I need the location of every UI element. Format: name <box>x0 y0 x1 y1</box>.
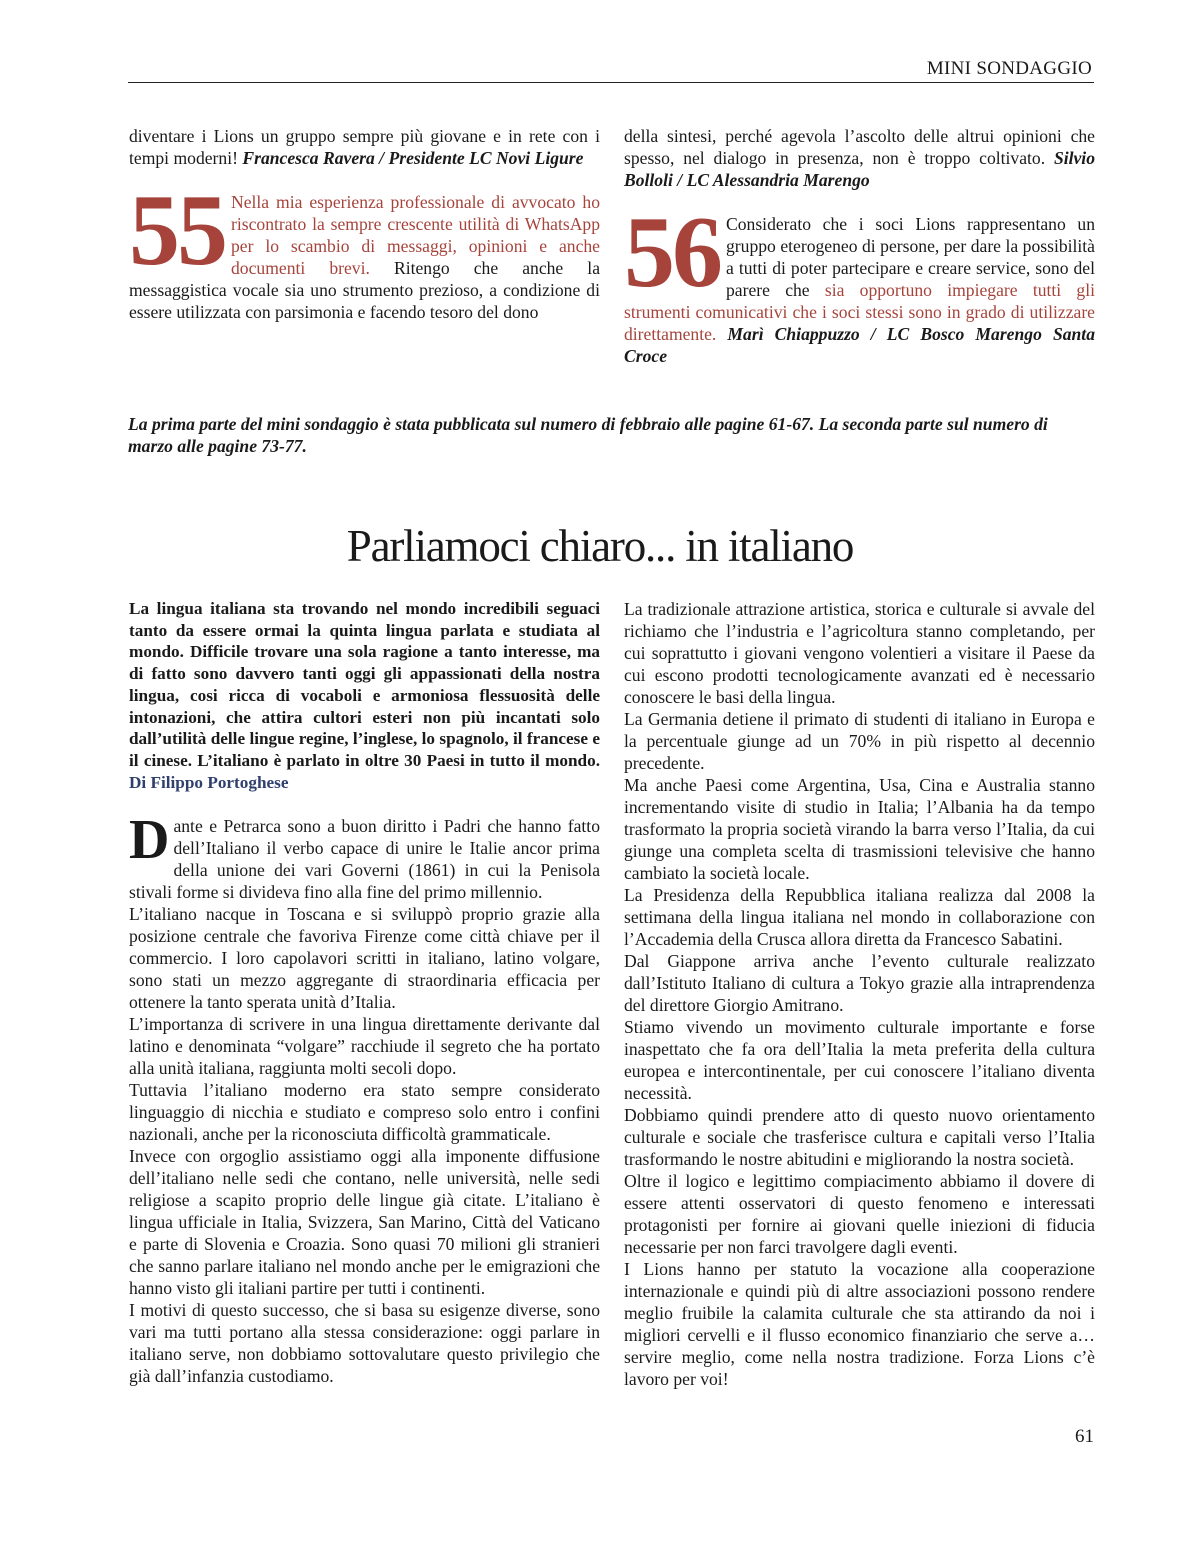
article-paragraph: Ma anche Paesi come Argentina, Usa, Cina e Australia stanno incrementando visite di studio in Italia; l’Albania ha da tempo trasformato la propria società virando la barra verso l’Italia, da cui giunge una completa scelta di trasmissioni televisive che hanno cambiato la società locale. <box>624 775 1095 883</box>
section-title: MINI SONDAGGIO <box>926 58 1092 79</box>
survey-continuation-left: diventare i Lions un gruppo sempre più giovane e in rete con i tempi moderni! Francesca Ravera / Presidente LC Novi Ligure <box>129 126 600 168</box>
article-paragraph: Tuttavia l’italiano moderno era stato sempre considerato linguaggio di nicchia e studiato e compreso solo entro i confini nazionali, anche per la riconosciuta difficoltà grammaticale. <box>129 1080 600 1145</box>
highlighted-text: Nella mia esperienza professionale di avvocato ho riscontrato la sempre crescente utilità di WhatsApp per lo scambio di messaggi, opinioni e anche documenti brevi. <box>231 192 600 278</box>
article-paragraph: I Lions hanno per statuto la vocazione alla cooperazione internazionale e quindi più di altre associazioni possono rendere meglio fruibile la calamita culturale che sta attirando da noi i migliori cervelli e il flusso economico finanziario che serve a… servire meglio, come nella nostra tradizione. Forza Lions c’è lavoro per voi! <box>624 1259 1095 1389</box>
running-header <box>128 56 1094 83</box>
survey-column-right <box>624 125 1095 367</box>
article-paragraph: La Presidenza della Repubblica italiana realizza dal 2008 la settimana della lingua italiana nel mondo in collaborazione con l’Accademia della Crusca allora diretta da Francesco Sabatini. <box>624 885 1095 949</box>
survey-continuation-right: della sintesi, perché agevola l’ascolto delle altrui opinioni che spesso, nel dialogo in presenza, non è troppo coltivato. Silvio Bolloli / LC Alessandria Marengo <box>624 126 1095 190</box>
article-paragraph: Dal Giappone arriva anche l’evento culturale realizzato dall’Istituto Italiano di cultura a Tokyo grazie alla intraprendenza del direttore Giorgio Amitrano. <box>624 951 1095 1015</box>
survey-answer-56: 56 Considerato che i soci Lions rappresentano un gruppo eterogeneo di persone, per dare la possibilità a tutti di poter partecipare e creare service, sono del parere che sia opportuno impiegare tutti gli strumenti comunicativi che i soci stessi sono in grado di utilizzare direttamente. Marì Chiappuzzo / LC Bosco Marengo Santa Croce <box>624 196 1095 366</box>
highlighted-text: sia opportuno impiegare tutti gli strumenti comunicativi che i soci stessi sono in grado di utilizzare direttamente. <box>624 280 1095 344</box>
article-paragraph: I motivi di questo successo, che si basa su esigenze diverse, sono vari ma tutti portano alla stessa considerazione: oggi parlare in italiano serve, non dobbiamo sottovalutare questo privilegio che già dall’infanzia custodiamo. <box>129 1300 600 1387</box>
article-title: Parliamoci chiaro... in italiano <box>346 521 854 571</box>
survey-column-left <box>129 125 600 323</box>
article-paragraph: La Germania detiene il primato di studenti di italiano in Europa e la percentuale giunge ad un 70% in più rispetto al decennio precedente. <box>624 709 1095 773</box>
survey-author: Silvio Bolloli / LC Alessandria Marengo <box>624 148 1095 190</box>
page-number: 61 <box>1075 1426 1094 1447</box>
article-lead: La lingua italiana sta trovando nel mondo incredibili seguaci tanto da essere ormai la quinta lingua parlata e studiata al mondo. Difficile trovare una sola ragione a tanto interesse, ma di fatto sono davvero tanti oggi gli appassionati della nostra lingua, cosi ricca di vocaboli e armoniosa flessuosità delle intonazioni, che attira cultori esteri non più incantati solo dall’utilità delle lingue regine, l’inglese, lo spagnolo, il francese e il cinese. L’italiano è parlato in oltre 30 Paesi in tutto il mondo. Di Filippo Portoghese <box>129 599 600 792</box>
article-column-left <box>129 598 600 1387</box>
article-paragraph: L’italiano nacque in Toscana e si sviluppò proprio grazie alla posizione centrale che favoriva Firenze come città chiave per il commercio. I loro capolavori scritti in italiano, latino volgare, sono stati un mezzo aggregante di straordinaria efficacia per ottenere la tanto sperata unità d’Italia. <box>129 904 600 1013</box>
article-paragraph: Stiamo vivendo un movimento culturale importante e forse inaspettato che fa ora dell’Italia la meta preferita della cultura europea e intercontinentale, per cui conoscere l’italiano diventa necessità. <box>624 1017 1095 1103</box>
article-first-paragraph: Dante e Petrarca sono a buon diritto i Padri che hanno fatto dell’Italiano il verbo capace di unire le Italie ancor prima della unione dei vari Governi (1861) in cui la Penisola stivali forme si divideva fino alla fine del primo millennio. <box>129 809 600 903</box>
article-paragraph: Invece con orgoglio assistiamo oggi alla imponente diffusione dell’italiano nelle sedi che contano, nelle università, nelle sedi religiose a scapito proprio delle lingue già citate. L’italiano è lingua ufficiale in Italia, Svizzera, San Marino, Città del Vaticano e parte di Slovenia e Croazia. Sono quasi 70 milioni gli stranieri che sanno parlare italiano nel mondo anche per le emigrazioni che hanno visto gli italiani partire per tutti i continenti. <box>129 1146 600 1299</box>
publication-note: La prima parte del mini sondaggio è stata pubblicata sul numero di febbraio alle pagine 61-67. La seconda parte sul numero di marzo alle pagine 73-77. <box>128 413 1048 456</box>
drop-cap: D <box>129 809 170 872</box>
article-paragraph: Dobbiamo quindi prendere atto di questo nuovo orientamento culturale e sociale che trasferisce cultura e capitali verso l’Italia trasformando le nostre abitudini e migliorando la nostra società. <box>624 1105 1095 1169</box>
article-paragraph: Oltre il logico e legittimo compiacimento abbiamo il dovere di essere attenti osservatori di questo fenomeno e interessati protagonisti per fornire ai giovani quelle iniezioni di fiducia necessarie per non farci travolgere dagli eventi. <box>624 1171 1095 1257</box>
article-paragraph: La tradizionale attrazione artistica, storica e culturale si avvale del richiamo che l’industria e l’agricoltura stanno completando, per cui soprattutto i giovani vengono volentieri a visitare il Paese da cui escono prodotti tecnologicamente avanzati ed è necessario conoscere le basi della lingua. <box>624 599 1095 707</box>
survey-author: Marì Chiappuzzo / LC Bosco Marengo Santa Croce <box>624 324 1095 366</box>
answer-number: 56 <box>624 196 720 309</box>
survey-answer-55: 55 Nella mia esperienza professionale di avvocato ho riscontrato la sempre crescente utilità di WhatsApp per lo scambio di messaggi, opinioni e anche documenti brevi. Ritengo che anche la messaggistica vocale sia uno strumento prezioso, a condizione di essere utilizzata con parsimonia e facendo tesoro del dono <box>129 174 601 322</box>
article-byline: Di Filippo Portoghese <box>129 772 289 792</box>
article-column-right <box>624 598 1095 1390</box>
answer-number: 55 <box>129 174 225 287</box>
survey-author: Francesca Ravera / Presidente LC Novi Ligure <box>242 148 584 168</box>
article-paragraph: L’importanza di scrivere in una lingua direttamente derivante dal latino e denominata “volgare” racchiude il segreto che ha portato alla unità italiana, raggiunta molti secoli dopo. <box>129 1014 600 1079</box>
